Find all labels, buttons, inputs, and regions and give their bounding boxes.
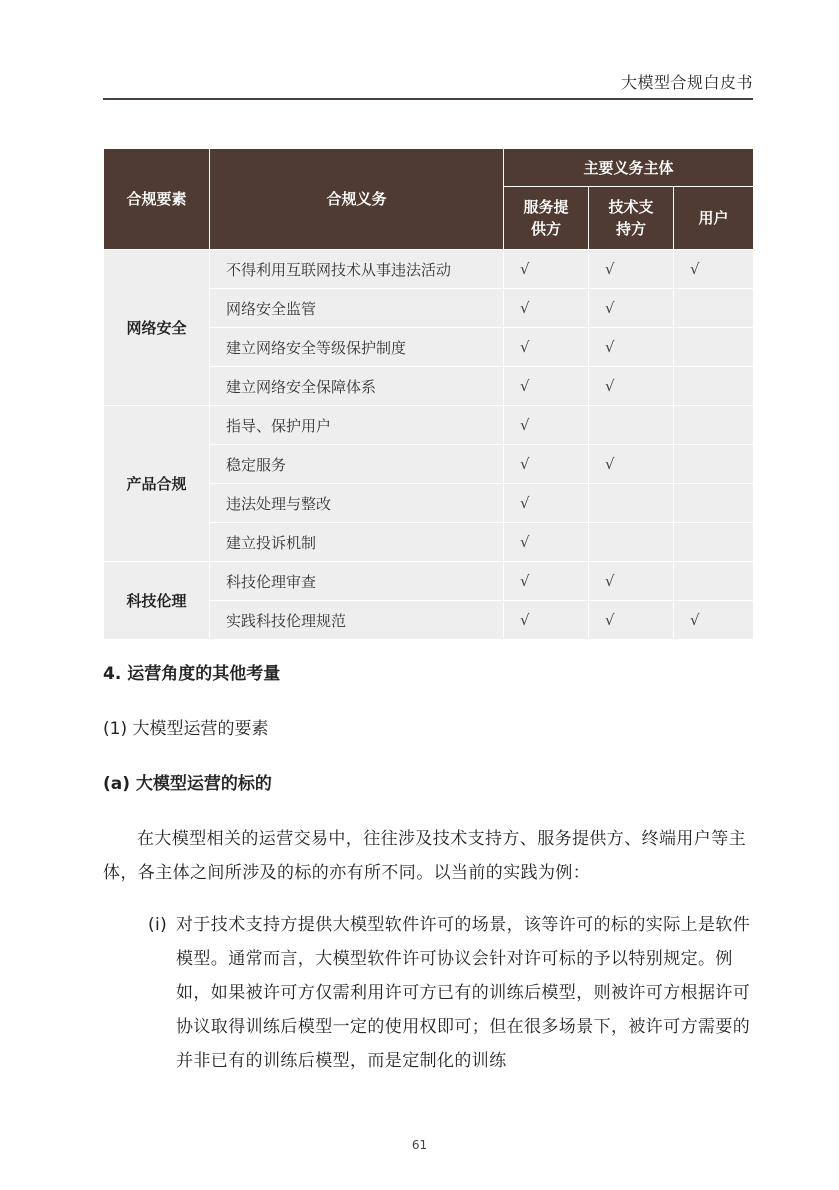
list-item-text: 对于技术支持方提供大模型软件许可的场景，该等许可的标的实际上是软件模型。通常而言，大模型软件许可协议会针对许可标的予以特别规定。例如，如果被许可方仅需利用许可方已有的训练后模型，则被许可方根据许可协议取得训练后模型一定的使用权即可；但在很多场景下，被许可方需要的并非已有的训练后模型，而是定制化的训练 bbox=[176, 915, 751, 1071]
table-row bbox=[104, 250, 754, 289]
user-check bbox=[674, 406, 754, 445]
service-provider-check: √ bbox=[504, 601, 589, 640]
service-provider-check: √ bbox=[504, 250, 589, 289]
header-divider bbox=[103, 98, 753, 100]
tech-supporter-check: √ bbox=[589, 289, 674, 328]
header-service-provider: 服务提 供方 bbox=[504, 187, 589, 250]
list-marker: (i) bbox=[148, 915, 168, 935]
user-check: √ bbox=[674, 250, 754, 289]
tech-supporter-check bbox=[589, 484, 674, 523]
user-check: √ bbox=[674, 601, 754, 640]
body-paragraph: 在大模型相关的运营交易中，往往涉及技术支持方、服务提供方、终端用户等主体，各主体之间所涉及的标的亦有所不同。以当前的实践为例： bbox=[103, 829, 746, 883]
category-cell: 科技伦理 bbox=[104, 562, 210, 640]
tech-supporter-check bbox=[589, 406, 674, 445]
subsubsection-heading: (a) 大模型运营的标的 bbox=[103, 774, 272, 794]
obligation-cell: 违法处理与整改 bbox=[210, 484, 504, 523]
obligation-cell: 建立投诉机制 bbox=[210, 523, 504, 562]
category-cell: 产品合规 bbox=[104, 406, 210, 562]
obligation-cell: 科技伦理审查 bbox=[210, 562, 504, 601]
section-heading: 4. 运营角度的其他考量 bbox=[103, 664, 281, 684]
compliance-table bbox=[103, 148, 754, 640]
user-check bbox=[674, 445, 754, 484]
service-provider-check: √ bbox=[504, 562, 589, 601]
service-provider-check: √ bbox=[504, 445, 589, 484]
header-compliance-obligation: 合规义务 bbox=[210, 149, 504, 250]
header-compliance-element: 合规要素 bbox=[104, 149, 210, 250]
header-user: 用户 bbox=[674, 187, 754, 250]
tech-supporter-check: √ bbox=[589, 367, 674, 406]
user-check bbox=[674, 523, 754, 562]
service-provider-check: √ bbox=[504, 328, 589, 367]
obligation-cell: 建立网络安全等级保护制度 bbox=[210, 328, 504, 367]
header-tech-supporter: 技术支 持方 bbox=[589, 187, 674, 250]
user-check bbox=[674, 289, 754, 328]
category-cell: 网络安全 bbox=[104, 250, 210, 406]
obligation-cell: 稳定服务 bbox=[210, 445, 504, 484]
tech-supporter-check: √ bbox=[589, 562, 674, 601]
user-check bbox=[674, 367, 754, 406]
table-row bbox=[104, 406, 754, 445]
user-check bbox=[674, 328, 754, 367]
tech-supporter-check: √ bbox=[589, 328, 674, 367]
header-main-subjects: 主要义务主体 bbox=[504, 149, 754, 187]
obligation-cell: 指导、保护用户 bbox=[210, 406, 504, 445]
subsection-heading: (1) 大模型运营的要素 bbox=[103, 719, 269, 739]
page-number: 61 bbox=[411, 1138, 428, 1152]
service-provider-check: √ bbox=[504, 367, 589, 406]
obligation-cell: 实践科技伦理规范 bbox=[210, 601, 504, 640]
service-provider-check: √ bbox=[504, 289, 589, 328]
obligation-cell: 不得利用互联网技术从事违法活动 bbox=[210, 250, 504, 289]
running-header-title: 大模型合规白皮书 bbox=[620, 73, 753, 92]
table-body bbox=[104, 250, 754, 640]
user-check bbox=[674, 484, 754, 523]
service-provider-check: √ bbox=[504, 523, 589, 562]
tech-supporter-check: √ bbox=[589, 601, 674, 640]
service-provider-check: √ bbox=[504, 406, 589, 445]
table-row bbox=[104, 562, 754, 601]
tech-supporter-check bbox=[589, 523, 674, 562]
obligation-cell: 建立网络安全保障体系 bbox=[210, 367, 504, 406]
obligation-cell: 网络安全监管 bbox=[210, 289, 504, 328]
tech-supporter-check: √ bbox=[589, 445, 674, 484]
user-check bbox=[674, 562, 754, 601]
tech-supporter-check: √ bbox=[589, 250, 674, 289]
list-item-i bbox=[148, 908, 753, 1078]
service-provider-check: √ bbox=[504, 484, 589, 523]
